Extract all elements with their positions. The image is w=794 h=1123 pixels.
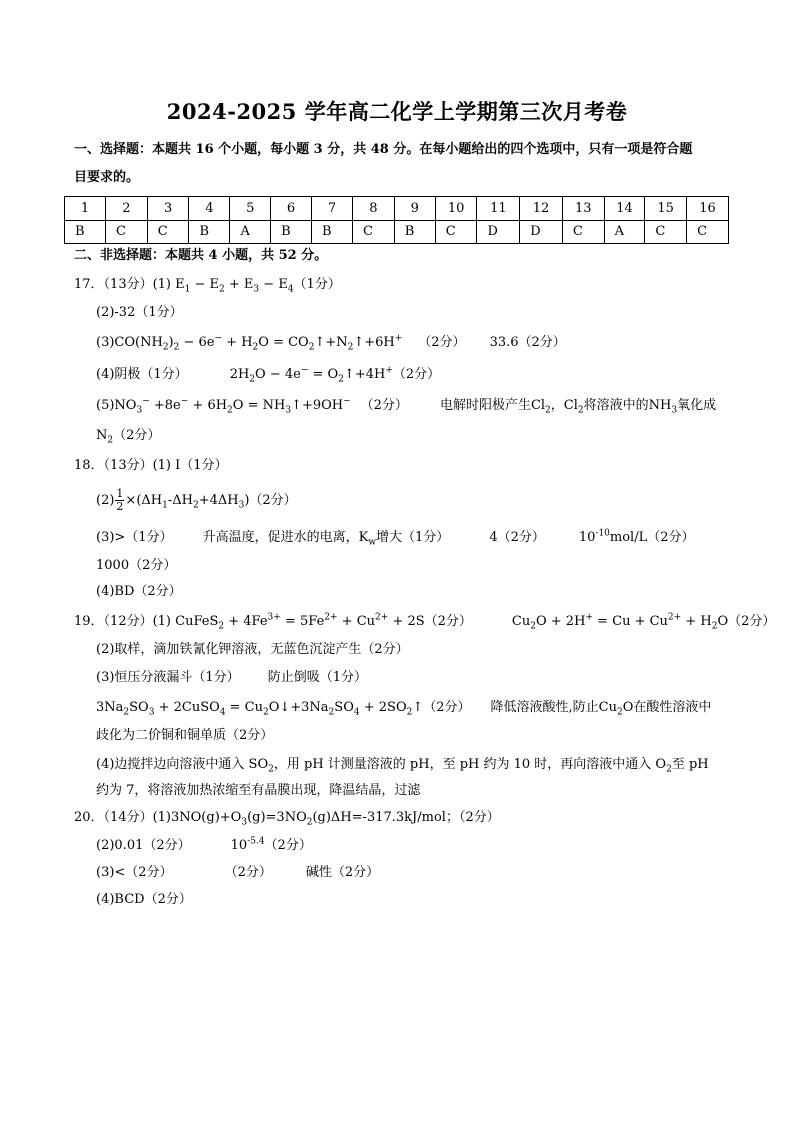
- q17-line1: 17．（13分）(1) $E_1 - E_2 + E_3 - E_4(1$分）: [74, 277, 341, 295]
- q17-number: 17．: [74, 277, 104, 292]
- qnum-cell: 10: [435, 197, 477, 221]
- q18-line1: 18．（13分）(1) I（1分）: [74, 458, 228, 473]
- answer-cell: B: [312, 220, 353, 244]
- answer-cell: A: [230, 220, 271, 244]
- q19-number: 19．: [74, 614, 104, 629]
- q20-line2: (2)0.01（2分） $10^{-5.4}(2$分）: [96, 836, 312, 853]
- q17-line4: (4)阴极（1分） $2H_2O - 4e^-$ = $O_2↑+4H^+(2$分）: [96, 365, 441, 385]
- section1-line2: 目要求的。: [74, 170, 140, 185]
- q19-line3: (3)恒压分液漏斗（1分） 防止倒吸（1分）: [96, 670, 367, 685]
- qnum-cell: 4: [189, 197, 230, 221]
- answer-cell: B: [271, 220, 312, 244]
- section1-line1: 一、选择题：本题共 16 个小题，每小题 3 分，共 48 分。在每小题给出的四个选项中，只有一项是符合题: [74, 142, 693, 157]
- qnum-cell: 7: [312, 197, 353, 221]
- answer-letter-row: [65, 220, 729, 244]
- answer-cell: C: [105, 220, 147, 244]
- q19-line4: $3Na_2SO_3$ + 2CuSO$_4$ = $Cu_2O↓+3Na_2SO_4$ + $2SO_2↑(2$分） 降低溶液酸性,防止$Cu_2O$在酸性溶液中: [96, 700, 712, 718]
- q19-line1: 19．（12分）(1) CuFeS$_2$ + $4Fe^{3+} = 5Fe^{2+} + Cu^{2+} + 2S(2$分） $Cu_2O + 2H^+ = Cu + Cu^{2+} + H_2O(2$分）: [74, 612, 776, 632]
- q19-line2: (2)取样，滴加铁氰化钾溶液，无蓝色沉淀产生（2分）: [96, 642, 409, 657]
- answer-cell: B: [394, 220, 435, 244]
- qnum-cell: 2: [105, 197, 147, 221]
- q18-line3: (3)>（1分） 升高温度，促进水的电离，$K_w$增大（1分） 4（2分） $10^{-10}mol/L(2$分）: [96, 528, 695, 548]
- answer-cell: C: [435, 220, 477, 244]
- answer-cell: C: [353, 220, 395, 244]
- section2-heading: 二、非选择题：本题共 4 小题，共 52 分。: [74, 248, 328, 263]
- multiple-choice-answer-table: [64, 196, 729, 244]
- qnum-cell: 11: [477, 197, 520, 221]
- q20-number: 20．: [74, 810, 104, 825]
- q17-line6: $N_2(2$分）: [96, 428, 161, 446]
- q17-line3: $(3)CO(NH_2)_2 - 6e^- + H_2O$ = $CO_2↑+N_2↑+6H^+$ （2分） 33.6（2分）: [96, 333, 566, 353]
- q18-number: 18．: [74, 458, 104, 473]
- q19-line6: (4)边搅拌边向溶液中通入 $SO_2$，用 pH 计测量溶液的 pH，至 pH 约为 10 时，再向溶液中通入 $O_2$至 pH: [96, 757, 709, 775]
- qnum-cell: 14: [604, 197, 645, 221]
- qnum-cell: 13: [562, 197, 604, 221]
- q17-line2: (2)-32（1分）: [96, 305, 183, 320]
- q20-line4: (4)BCD（2分）: [96, 892, 192, 907]
- q18-line2: (2) $\frac{1}{2}$ $\times(\Delta H_1-\Delta H_2+4\Delta H_3)(2$分）: [96, 487, 297, 513]
- answer-cell: D: [477, 220, 520, 244]
- answer-cell: C: [147, 220, 189, 244]
- qnum-cell: 3: [147, 197, 189, 221]
- qnum-cell: 8: [353, 197, 395, 221]
- section1-heading: [74, 136, 734, 192]
- qnum-cell: 12: [520, 197, 563, 221]
- answer-cell: A: [604, 220, 645, 244]
- qnum-cell: 9: [394, 197, 435, 221]
- q19-line7: 约为 7，将溶液加热浓缩至有晶膜出现，降温结晶，过滤: [96, 783, 421, 798]
- answer-cell: C: [645, 220, 687, 244]
- q18-line4: 1000（2分）: [96, 558, 177, 573]
- q20-line3: (3)<（2分） （2分） 碱性（2分）: [96, 865, 380, 880]
- question-number-row: [65, 197, 729, 221]
- answer-cell: B: [189, 220, 230, 244]
- q19-line5: 歧化为二价铜和铜单质（2分）: [96, 728, 274, 743]
- answer-cell: B: [65, 220, 106, 244]
- answer-cell: C: [562, 220, 604, 244]
- qnum-cell: 5: [230, 197, 271, 221]
- q18-line5: (4)BD（2分）: [96, 584, 182, 599]
- qnum-cell: 16: [687, 197, 729, 221]
- q20-line1: 20．（14分）$(1)3NO(g)+O_3(g)=3NO_2(g)\Delta H=-317.3kJ$/mol；（2分）: [74, 810, 500, 828]
- answer-cell: D: [520, 220, 563, 244]
- qnum-cell: 15: [645, 197, 687, 221]
- q17-line5: $(5)NO_3^- +8e^- + 6H_2O$ = $NH_3↑+9OH^-$ （2分） 电解时阳极产生$Cl_2$，$Cl_2$将溶液中的$NH_3$氧化成: [96, 396, 717, 416]
- qnum-cell: 1: [65, 197, 106, 221]
- one-half-fraction: $\frac{1}{2}$: [116, 487, 124, 513]
- answer-cell: C: [687, 220, 729, 244]
- page-title: 2024-2025 学年高二化学上学期第三次月考卷: [166, 99, 628, 124]
- qnum-cell: 6: [271, 197, 312, 221]
